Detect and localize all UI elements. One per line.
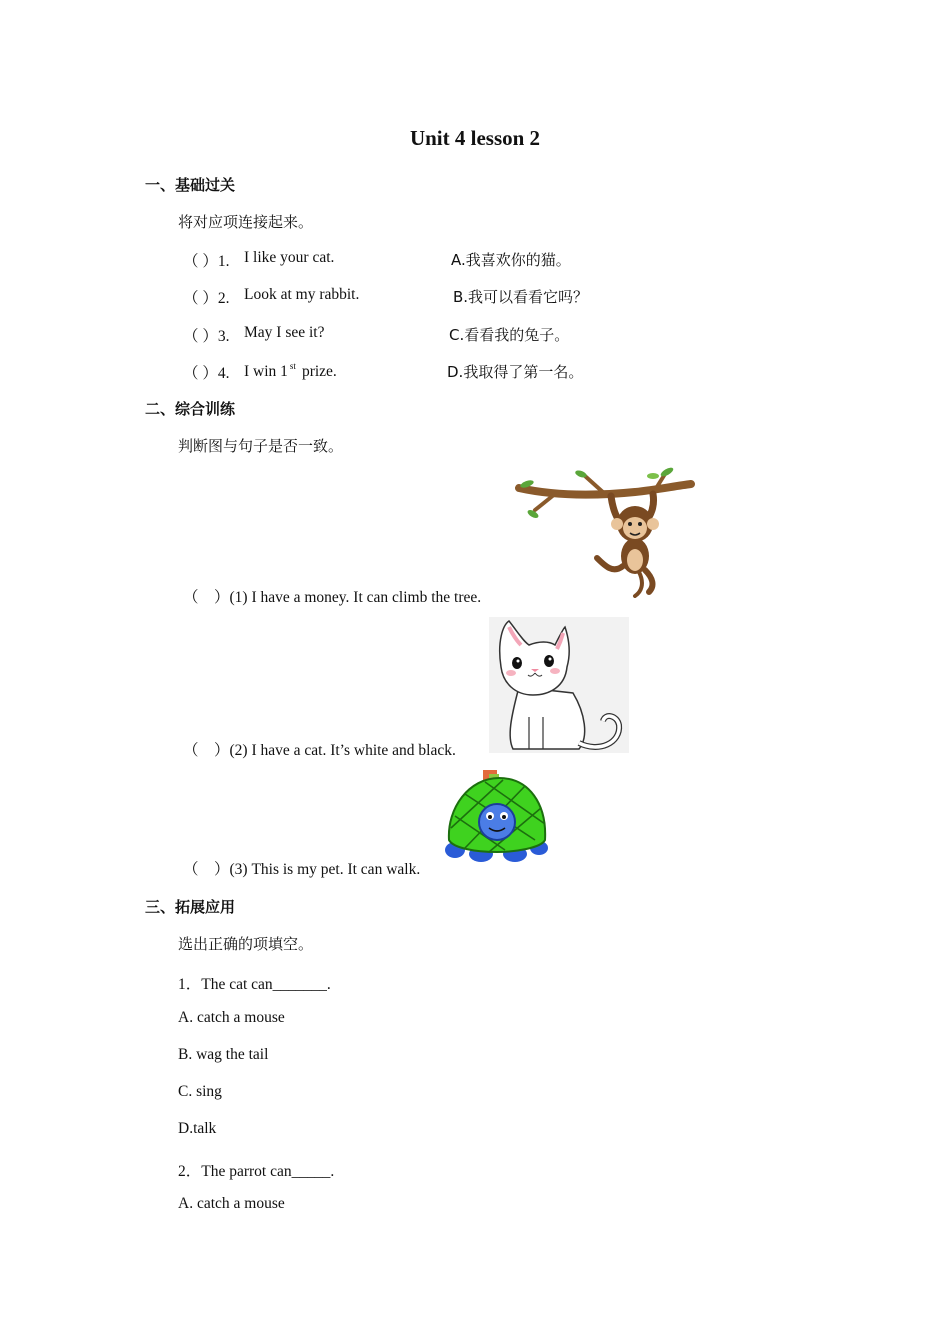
- section2-instruction: 判断图与句子是否一致。: [178, 437, 344, 455]
- answer-blank[interactable]: （ ）2.: [183, 290, 230, 307]
- cat-illustration: [489, 617, 629, 753]
- judge-item[interactable]: （ ）(3) This is my pet. It can walk.: [183, 861, 421, 878]
- monkey: [597, 494, 659, 596]
- section2-heading: 二、综合训练: [145, 400, 236, 418]
- section3-heading: 三、拓展应用: [145, 898, 236, 916]
- option-a[interactable]: A. catch a mouse: [178, 1009, 285, 1026]
- answer-blank[interactable]: （ ）1.: [183, 253, 230, 270]
- judge-item[interactable]: （ ）(2) I have a cat. It’s white and black.: [183, 742, 456, 759]
- monkey-illustration: [515, 466, 695, 598]
- option-a[interactable]: A. catch a mouse: [178, 1195, 285, 1212]
- match-sentence: [244, 361, 337, 381]
- match-answer: A.我喜欢你的猫。: [451, 251, 571, 269]
- sentence-part: I win 1: [244, 363, 288, 380]
- match-answer: B.我可以看看它吗？: [453, 288, 589, 306]
- branch: [519, 466, 691, 520]
- answer-blank[interactable]: （ ）4.: [183, 365, 230, 382]
- answer-blank[interactable]: （ ）3.: [183, 328, 230, 345]
- sentence-part: prize.: [301, 363, 337, 380]
- option-c[interactable]: C. sing: [178, 1083, 222, 1100]
- match-sentence: I like your cat.: [244, 249, 335, 266]
- option-b[interactable]: B. wag the tail: [178, 1046, 269, 1063]
- turtle-illustration: [445, 768, 549, 866]
- judge-item[interactable]: （ ）(1) I have a money. It can climb the tree.: [183, 589, 482, 606]
- section1-instruction: 将对应项连接起来。: [178, 213, 314, 231]
- page-title: Unit 4 lesson 2: [409, 126, 541, 150]
- section1-heading: 一、基础过关: [145, 176, 236, 194]
- question-2: 2．The parrot can_____.: [178, 1163, 335, 1180]
- match-sentence: Look at my rabbit.: [244, 286, 360, 303]
- match-answer: C.看看我的兔子。: [449, 326, 570, 344]
- match-sentence: May I see it?: [244, 324, 325, 341]
- question-1: 1．The cat can_______.: [178, 976, 331, 993]
- superscript: st: [289, 361, 296, 371]
- section3-instruction: 选出正确的项填空。: [178, 935, 314, 953]
- match-answer: D.我取得了第一名。: [447, 363, 584, 381]
- option-d[interactable]: D.talk: [178, 1120, 217, 1137]
